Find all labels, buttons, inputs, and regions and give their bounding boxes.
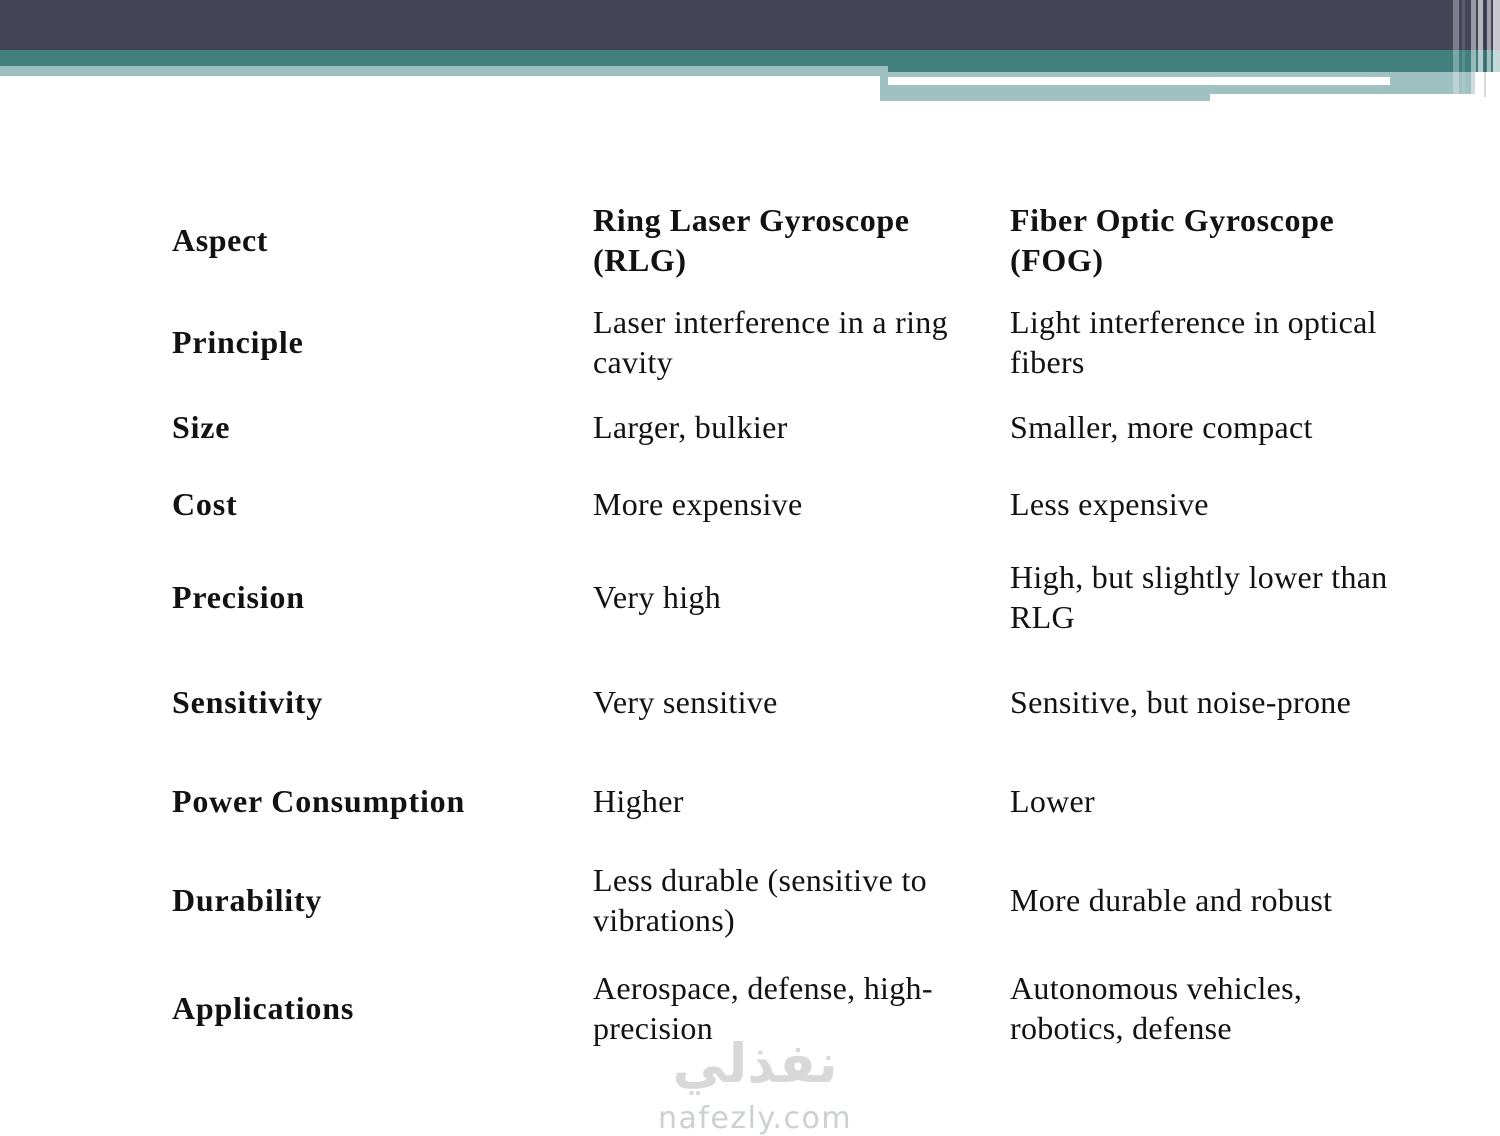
comparison-table xyxy=(172,186,1442,1064)
fog-value: Less expensive xyxy=(1010,486,1209,522)
row-label: Applications xyxy=(172,990,355,1026)
watermark xyxy=(658,1034,852,1136)
row-label: Precision xyxy=(172,579,305,615)
corner-stripe xyxy=(1478,0,1483,97)
fog-value: Light interference in optical fibers xyxy=(1010,304,1377,380)
corner-stripe xyxy=(1484,0,1486,97)
column-header-rlg: Ring Laser Gyroscope (RLG) xyxy=(593,202,910,278)
rlg-value: Larger, bulkier xyxy=(593,409,788,445)
rlg-value: Very sensitive xyxy=(593,684,778,720)
column-header-aspect: Aspect xyxy=(172,222,269,258)
row-label: Principle xyxy=(172,324,304,360)
header-dark-bar xyxy=(0,0,1500,50)
fog-value: Sensitive, but noise-prone xyxy=(1010,684,1352,720)
corner-stripes-decoration xyxy=(1450,0,1500,97)
rlg-value: Very high xyxy=(593,579,722,615)
fog-value: Smaller, more compact xyxy=(1010,409,1313,445)
rlg-value: Laser interference in a ring cavity xyxy=(593,304,948,380)
row-label: Size xyxy=(172,409,231,445)
fog-value: Autonomous vehicles, robotics, defense xyxy=(1010,970,1303,1046)
row-label: Cost xyxy=(172,486,238,522)
row-label: Durability xyxy=(172,882,323,918)
header-light-stripe-left xyxy=(0,66,888,76)
rlg-value: Less durable (sensitive to vibrations) xyxy=(593,862,927,938)
corner-stripe xyxy=(1493,0,1500,97)
fog-value: High, but slightly lower than RLG xyxy=(1010,559,1388,635)
fog-value: Lower xyxy=(1010,783,1096,819)
rlg-value: Aerospace, defense, high-precision xyxy=(593,970,933,1046)
row-label: Power Consumption xyxy=(172,783,466,819)
watermark-logo: نفذلي xyxy=(672,1032,838,1095)
rlg-value: More expensive xyxy=(593,486,803,522)
corner-stripe xyxy=(1453,0,1459,97)
corner-stripe xyxy=(1462,0,1465,97)
corner-stripe xyxy=(1471,0,1476,97)
corner-stripe xyxy=(1487,0,1491,97)
fog-value: More durable and robust xyxy=(1010,882,1333,918)
header-white-stripe xyxy=(888,77,1390,85)
column-header-fog: Fiber Optic Gyroscope (FOG) xyxy=(1010,202,1335,278)
row-label: Sensitivity xyxy=(172,684,324,720)
watermark-site-text: nafezly.com xyxy=(657,1101,853,1136)
rlg-value: Higher xyxy=(593,783,684,819)
